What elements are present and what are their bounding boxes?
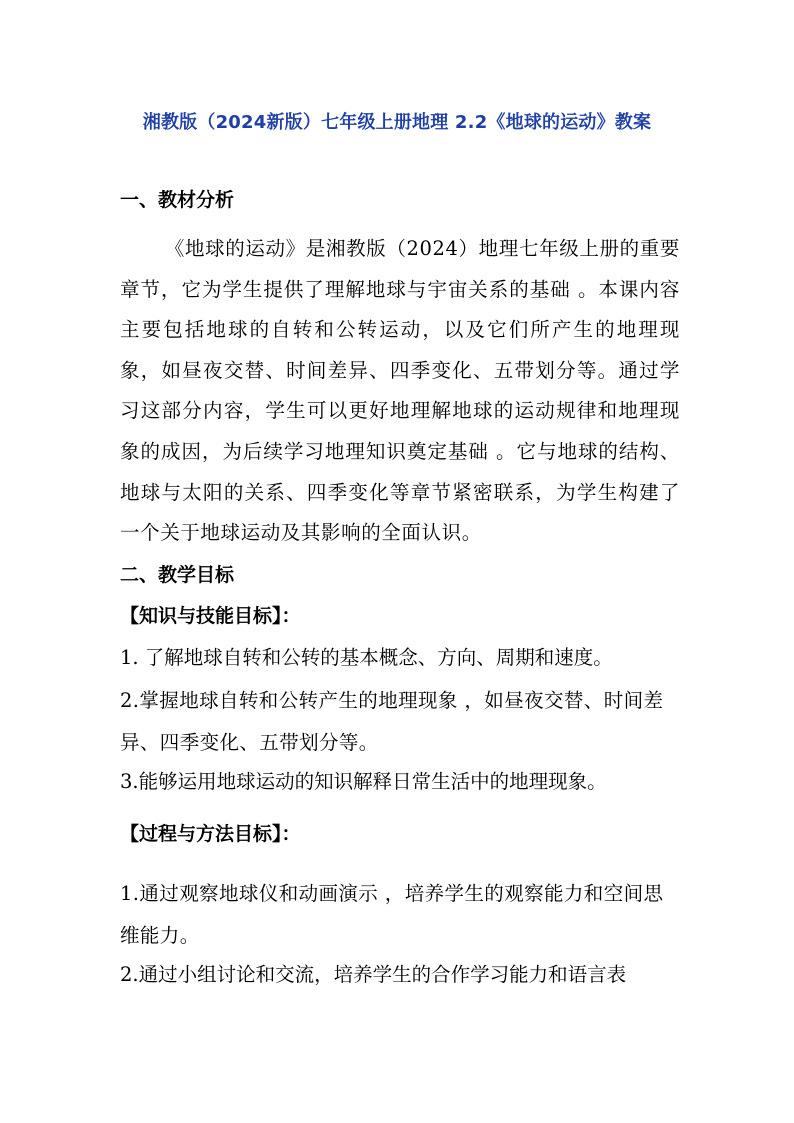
knowledge-item-1: 1. 了解地球自转和公转的基本概念、方向、周期和速度。	[120, 646, 613, 669]
section-heading-teaching-goals: 二、教学目标	[120, 564, 235, 586]
knowledge-item-2: 2.掌握地球自转和公转产生的地理现象 ，如昼夜交替、时间差异、四季变化、五带划分等。	[120, 689, 664, 754]
knowledge-item-3: 3.能够运用地球运动的知识解释日常生活中的地理现象。	[120, 770, 607, 793]
document-title: 湘教版（2024新版）七年级上册地理 2.2《地球的运动》教案	[142, 112, 652, 133]
knowledge-skills-heading: 【知识与技能目标】：	[120, 605, 301, 627]
section-heading-textbook-analysis: 一、教材分析	[120, 189, 235, 211]
process-methods-heading: 【过程与方法目标】：	[120, 823, 301, 845]
process-item-2: 2.通过小组讨论和交流，培养学生的合作学习能力和语言表	[120, 963, 627, 986]
process-item-1: 1.通过观察地球仪和动画演示 ，培养学生的观察能力和空间思维能力。	[120, 882, 664, 947]
textbook-analysis-paragraph: 《地球的运动》是湘教版（2024）地理七年级上册的重要章节，它为学生提供了理解地球与宇宙关系的基础 。本课内容主要包括地球的自转和公转运动，以及它们所产生的地理现象，如昼夜交替、时间差异、四季变化、五带划分等。通过学习这部分内容，学生可以更好地理解地球的运动规律和地理现象的成因，为后续学习地理知识奠定基础 。它与地球的结构、地球与太阳的关系、四季变化等章节紧密联系，为学生构建了一个关于地球运动及其影响的全面认识。	[120, 237, 680, 545]
